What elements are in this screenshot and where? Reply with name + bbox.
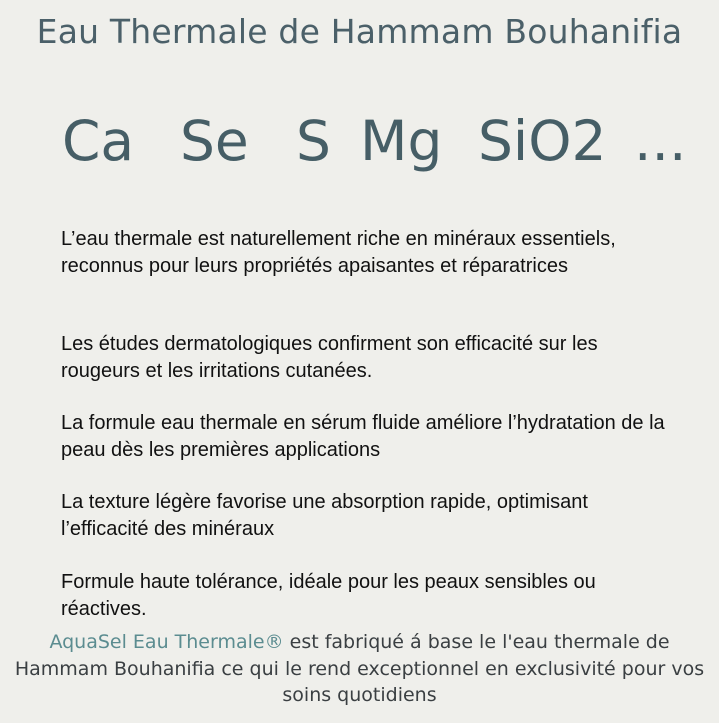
mineral-silica: SiO2 [478, 109, 607, 173]
paragraph-tolerance: Formule haute tolérance, idéale pour les peaux sensibles ou réactives. [61, 571, 596, 620]
mineral-ellipsis: ... [634, 109, 687, 173]
footer-statement [0, 629, 719, 709]
brand-name: AquaSel Eau Thermale® [49, 631, 284, 653]
paragraph-hydration: La formule eau thermale en sérum fluide améliore l’hydratation de la peau dès les premières applications [61, 412, 665, 461]
minerals-row [0, 106, 719, 176]
mineral-calcium: Ca [62, 109, 135, 173]
mineral-magnesium: Mg [360, 109, 443, 173]
paragraph-minerals: L’eau thermale est naturellement riche en minéraux essentiels, reconnus pour leurs propriétés apaisantes et réparatrices [61, 228, 616, 277]
footer-text: est fabriqué á base le l'eau thermale de Hammam Bouhanifia ce qui le rend exceptionnel en exclusivité pour vos soins quotidiens [14, 631, 705, 706]
paragraph-texture: La texture légère favorise une absorption rapide, optimisant l’efficacité des minéraux [61, 491, 588, 540]
paragraph-studies: Les études dermatologiques confirment son efficacité sur les rougeurs et les irritations cutanées. [61, 333, 598, 382]
mineral-selenium: Se [180, 109, 249, 173]
mineral-sulfur: S [296, 109, 331, 173]
page-title: Eau Thermale de Hammam Bouhanifia [36, 12, 683, 51]
